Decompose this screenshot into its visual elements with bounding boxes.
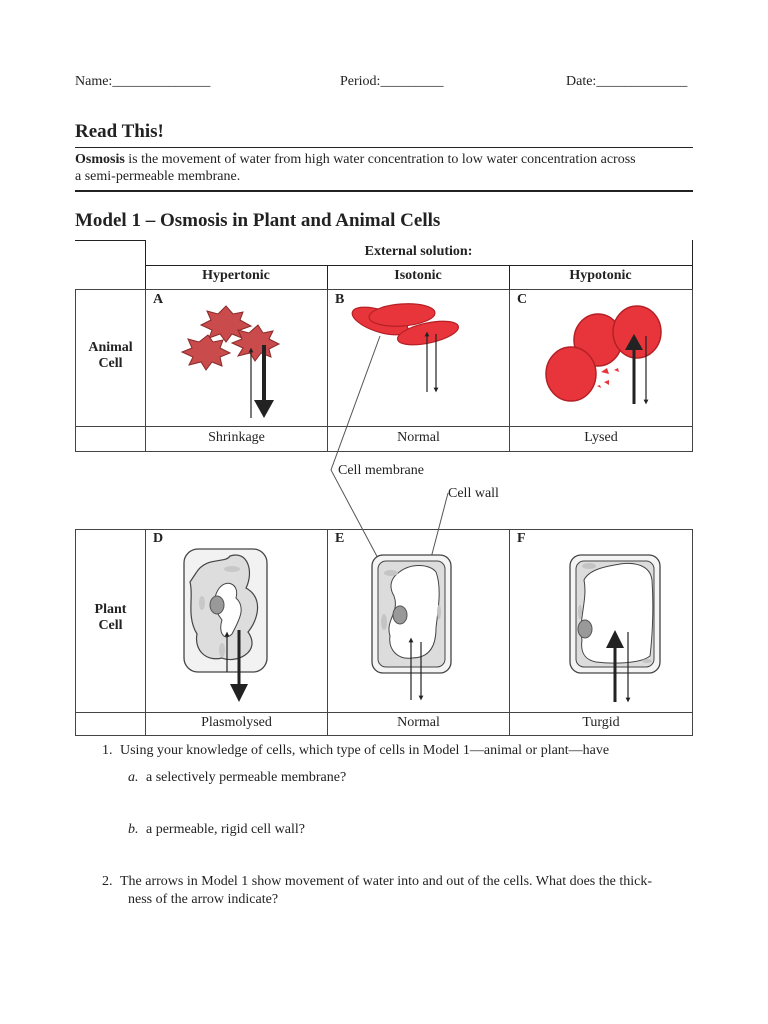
vacuole (581, 563, 653, 663)
result-plasmolysed: Plasmolysed (201, 715, 272, 730)
model-title: Model 1 – Osmosis in Plant and Animal Cells (75, 210, 441, 231)
external-solution-header: External solution: (364, 244, 473, 259)
question-2-number: 2. (102, 874, 113, 889)
question-1 (102, 743, 609, 759)
water-out-arrowhead (254, 400, 274, 418)
question-1b-text: a permeable, rigid cell wall? (146, 822, 305, 837)
nucleus (578, 620, 592, 638)
panel-letter-a: A (153, 292, 164, 307)
plasmolysed-plant-cell (184, 549, 267, 672)
panel-letter-b: B (335, 292, 345, 307)
question-2-line1: The arrows in Model 1 show movement of water into and out of the cells. What does the thick- (120, 874, 652, 889)
question-1b-letter: b. (128, 822, 139, 837)
nucleus (210, 596, 224, 614)
nucleus (393, 606, 407, 624)
result-shrinkage: Shrinkage (208, 430, 265, 445)
panel-letter-e: E (335, 531, 345, 546)
cell-fragments (597, 368, 619, 388)
animal-label-line2: Cell (98, 356, 123, 371)
col-isotonic: Isotonic (394, 268, 442, 283)
wall-leader-line (431, 493, 448, 558)
result-turgid: Turgid (582, 715, 620, 730)
panel-letter-c: C (517, 292, 528, 307)
read-this-heading: Read This! (75, 121, 164, 142)
cell-wall-label: Cell wall (448, 486, 499, 501)
col-hypertonic: Hypertonic (202, 268, 270, 283)
animal-label-line1: Animal (88, 340, 133, 355)
question-1b (128, 822, 305, 838)
result-lysed: Lysed (584, 430, 618, 445)
question-1-number: 1. (102, 743, 113, 758)
lysed-animal-cells (546, 306, 661, 401)
question-1a (128, 770, 346, 786)
plant-label-line1: Plant (94, 602, 127, 617)
result-normal-plant: Normal (397, 715, 440, 730)
osmosis-term: Osmosis (75, 152, 125, 167)
water-out-arrowhead (230, 684, 248, 702)
result-normal-animal: Normal (397, 430, 440, 445)
question-2 (102, 873, 652, 909)
definition-line2: a semi-permeable membrane. (75, 169, 241, 184)
question-1-text: Using your knowledge of cells, which type of cells in Model 1—animal or plant—have (120, 743, 610, 758)
shrunken-cell (232, 325, 279, 361)
question-1a-letter: a. (128, 770, 139, 785)
cell-membrane-label: Cell membrane (338, 463, 424, 478)
swollen-cell (613, 306, 661, 358)
col-hypotonic: Hypotonic (569, 268, 632, 283)
plant-label-line2: Cell (98, 618, 123, 633)
name-field[interactable]: Name:______________ (75, 74, 211, 89)
swollen-cell (546, 347, 596, 401)
question-1a-text: a selectively permeable membrane? (146, 770, 347, 785)
definition-line1: is the movement of water from high water concentration to low water concentration across (124, 152, 636, 167)
panel-letter-d: D (153, 531, 164, 546)
date-field[interactable]: Date:_____________ (566, 74, 688, 89)
membrane-leader-line (331, 336, 380, 562)
callout-lines (331, 336, 448, 562)
panel-letter-f: F (517, 531, 526, 546)
question-2-line2: ness of the arrow indicate? (128, 892, 279, 907)
normal-animal-cells (349, 302, 460, 350)
shrunken-cell (182, 335, 230, 370)
period-field[interactable]: Period:_________ (340, 74, 444, 89)
